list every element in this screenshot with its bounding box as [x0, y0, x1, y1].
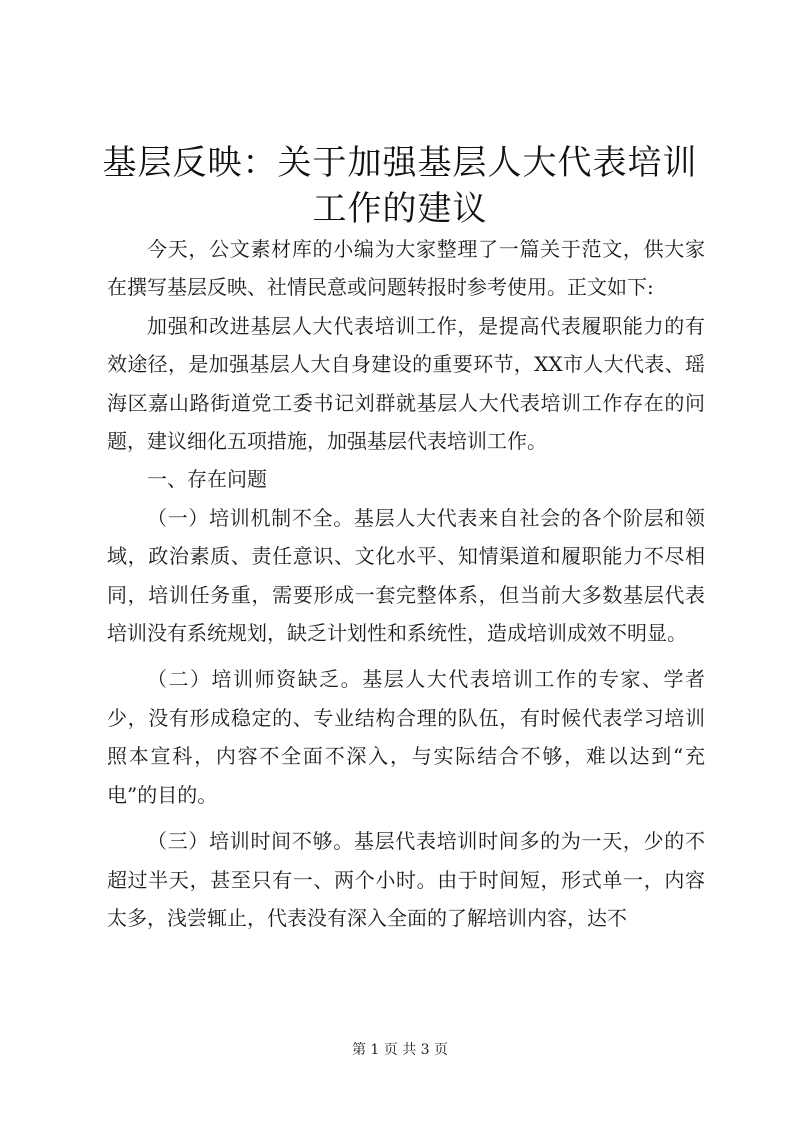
section-heading-problems: 一、存在问题	[147, 467, 267, 492]
paragraph-intro: 今天，公文素材库的小编为大家整理了一篇关于范文，供大家在撰写基层反映、社情民意或问题转报时参考使用。正文如下:	[107, 237, 705, 300]
paragraph-problem-3: （三）培训时间不够。基层代表培训时间多的为一天，少的不超过半天，甚至只有一、两个小时。由于时间短，形式单一，内容太多，浅尝辄止，代表没有深入全面的了解培训内容，达不	[107, 829, 705, 930]
paragraph-problem-1: （一）培训机制不全。基层人大代表来自社会的各个阶层和领域，政治素质、责任意识、文化水平、知情渠道和履职能力不尽相同，培训任务重，需要形成一套完整体系，但当前大多数基层代表培训没有系统规划，缺乏计划性和系统性，造成培训成效不明显。	[107, 505, 705, 646]
page-number-footer: 第 1 页 共 3 页	[351, 1042, 449, 1058]
paragraph-problem-2: （二）培训师资缺乏。基层人大代表培训工作的专家、学者少，没有形成稳定的、专业结构合理的队伍，有时候代表学习培训照本宣科，内容不全面不深入，与实际结合不够，难以达到“充电”的目的。	[107, 667, 705, 807]
document-title: 基层反映：关于加强基层人大代表培训工作的建议	[102, 143, 698, 229]
document-body	[107, 230, 705, 937]
paragraph-summary: 加强和改进基层人大代表培训工作，是提高代表履职能力的有效途径，是加强基层人大自身建设的重要环节，XX市人大代表、瑶海区嘉山路街道党工委书记刘群就基层人大代表培训工作存在的问题，建议细化五项措施，加强基层代表培训工作。	[107, 313, 705, 454]
